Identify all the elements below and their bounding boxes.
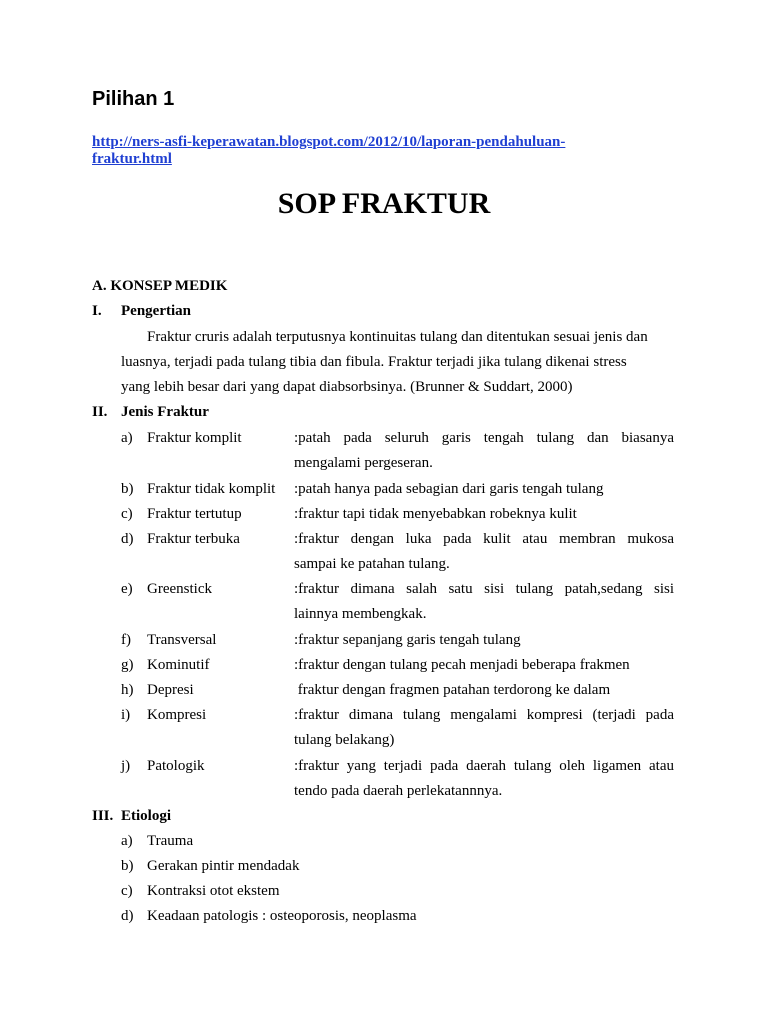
source-link-line2[interactable]: fraktur.html <box>92 151 172 167</box>
list-letter: g) <box>121 657 134 673</box>
etiologi-item: Keadaan patologis : osteoporosis, neoplasma <box>147 908 417 924</box>
fracture-type-term: Fraktur komplit <box>147 430 242 446</box>
list-letter: i) <box>121 707 131 723</box>
list-letter: f) <box>121 632 131 648</box>
fracture-type-term: Fraktur tidak komplit <box>147 481 276 497</box>
fracture-type-term: Kominutif <box>147 657 210 673</box>
fracture-type-definition: :patah hanya pada sebagian dari garis tengah tulang <box>294 481 604 497</box>
fracture-type-term: Fraktur terbuka <box>147 531 240 547</box>
fracture-type-definition-cont: tulang belakang) <box>294 732 395 748</box>
jenis-heading: Jenis Fraktur <box>121 404 209 420</box>
list-letter: b) <box>121 481 134 497</box>
source-link-line1[interactable]: http://ners-asfi-keperawatan.blogspot.com/2012/10/laporan-pendahuluan- <box>92 134 566 150</box>
fracture-type-term: Kompresi <box>147 707 207 723</box>
fracture-type-definition: :fraktur dimana tulang mengalami kompresi (terjadi pada <box>294 707 674 723</box>
pengertian-number: I. <box>92 303 102 319</box>
fracture-type-term: Patologik <box>147 758 205 774</box>
list-letter: a) <box>121 430 133 446</box>
list-letter: b) <box>121 858 134 874</box>
jenis-number: II. <box>92 404 108 420</box>
list-letter: d) <box>121 531 134 547</box>
list-letter: j) <box>121 758 131 774</box>
fracture-type-definition: :fraktur sepanjang garis tengah tulang <box>294 632 521 648</box>
list-letter: a) <box>121 833 133 849</box>
pengertian-line: luasnya, terjadi pada tulang tibia dan fibula. Fraktur terjadi jika tulang dikenai stress <box>121 354 627 370</box>
fracture-type-definition-cont: tendo pada daerah perlekatannnya. <box>294 783 503 799</box>
etiologi-item: Trauma <box>147 833 194 849</box>
fracture-type-definition-cont: lainnya membengkak. <box>294 606 427 622</box>
document-title: SOP FRAKTUR <box>277 187 491 220</box>
fracture-type-definition-cont: sampai ke patahan tulang. <box>294 556 450 572</box>
fracture-type-definition: :fraktur dengan tulang pecah menjadi beberapa frakmen <box>294 657 630 673</box>
pilihan-heading: Pilihan 1 <box>92 88 175 110</box>
list-letter: c) <box>121 883 133 899</box>
etiologi-number: III. <box>92 808 114 824</box>
fracture-type-term: Depresi <box>147 682 194 698</box>
fracture-type-definition: :fraktur tapi tidak menyebabkan robeknya kulit <box>294 506 577 522</box>
pengertian-line: Fraktur cruris adalah terputusnya kontinuitas tulang dan ditentukan sesuai jenis dan <box>147 329 648 345</box>
section-a-heading: A. KONSEP MEDIK <box>92 278 228 294</box>
fracture-type-term: Fraktur tertutup <box>147 506 242 522</box>
pengertian-heading: Pengertian <box>121 303 191 319</box>
list-letter: e) <box>121 581 133 597</box>
list-letter: d) <box>121 908 134 924</box>
etiologi-item: Kontraksi otot ekstem <box>147 883 280 899</box>
fracture-type-definition-cont: mengalami pergeseran. <box>294 455 433 471</box>
fracture-type-definition: :fraktur yang terjadi pada daerah tulang oleh ligamen atau <box>294 758 674 774</box>
list-letter: c) <box>121 506 133 522</box>
fracture-type-definition: :fraktur dengan luka pada kulit atau membran mukosa <box>294 531 674 547</box>
fracture-type-definition: fraktur dengan fragmen patahan terdorong ke dalam <box>294 682 611 698</box>
fracture-type-definition: :patah pada seluruh garis tengah tulang dan biasanya <box>294 430 674 446</box>
fracture-type-definition: :fraktur dimana salah satu sisi tulang patah,sedang sisi <box>294 581 674 597</box>
fracture-type-term: Greenstick <box>147 581 212 597</box>
list-letter: h) <box>121 682 134 698</box>
fracture-type-term: Transversal <box>147 632 217 648</box>
etiologi-heading: Etiologi <box>121 808 172 824</box>
pengertian-line: yang lebih besar dari yang dapat diabsorbsinya. (Brunner & Suddart, 2000) <box>121 379 573 395</box>
etiologi-item: Gerakan pintir mendadak <box>147 858 300 874</box>
